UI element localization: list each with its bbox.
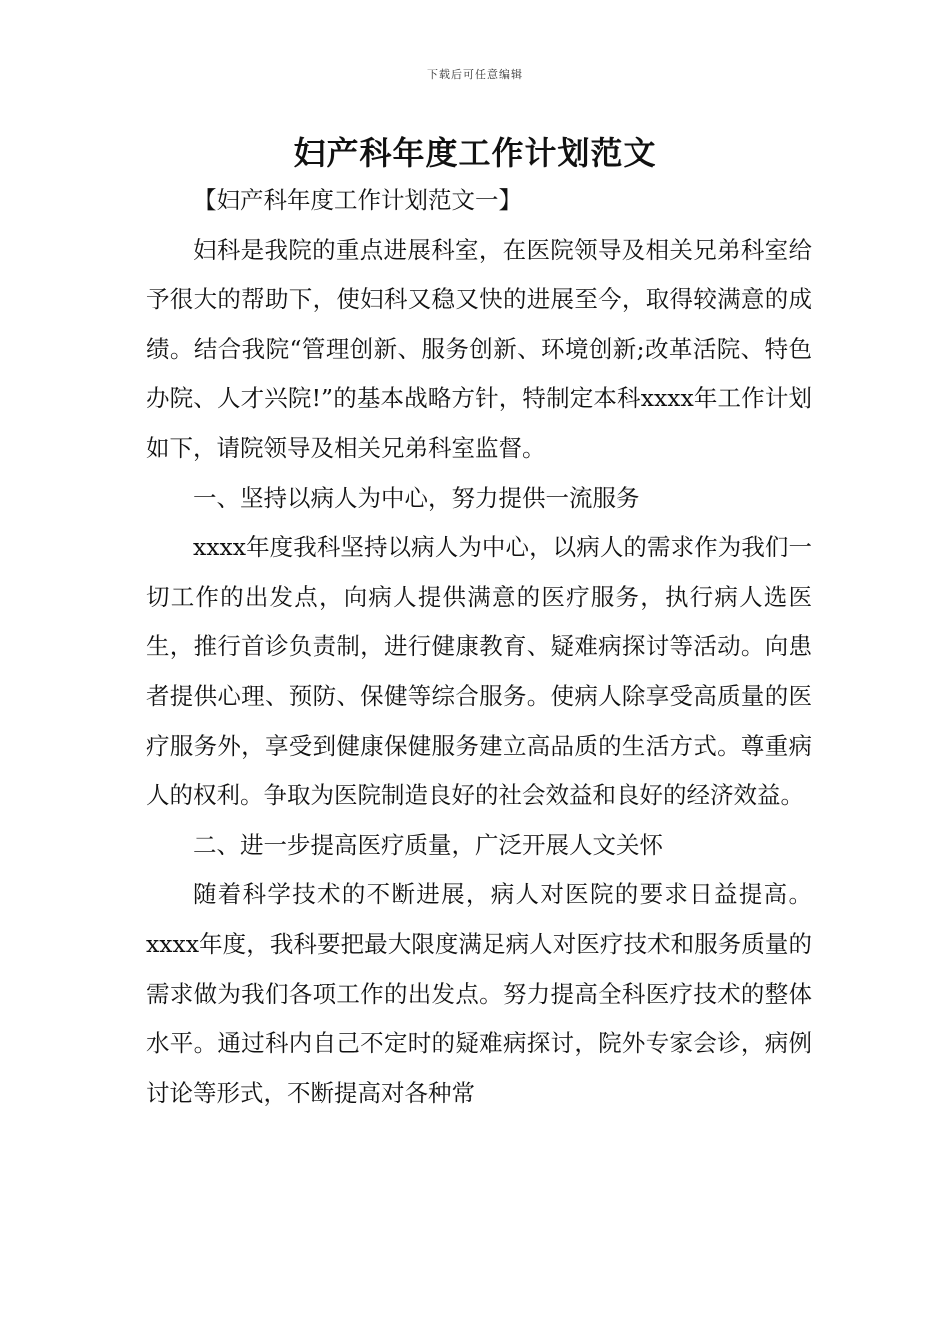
header-note: 下载后可任意编辑 bbox=[427, 68, 523, 81]
paragraph-1: xxxx年度我科坚持以病人为中心，以病人的需求作为我们一切工作的出发点，向病人提供满意的医疗服务，执行病人选医生，推行首诊负责制，进行健康教育、疑难病探讨等活动。向患者提供心理、预防、保健等综合服务。使病人除享受高质量的医疗服务外，享受到健康保健服务建立高品质的生活方式。尊重病人的权利。争取为医院制造良好的社会效益和良好的经济效益。 bbox=[146, 533, 812, 810]
heading-2: 二、进一步提高医疗质量，广泛开展人文关怀 bbox=[193, 830, 663, 859]
document-title: 妇产科年度工作计划范文 bbox=[293, 134, 657, 172]
paragraph-intro: 妇科是我院的重点进展科室，在医院领导及相关兄弟科室给予很大的帮助下，使妇科又稳又快的进展至今，取得较满意的成绩。结合我院“管理创新、服务创新、环境创新;改革活院、特色办院、人才兴院!”的基本战略方针，特制定本科xxxx年工作计划如下，请院领导及相关兄弟科室监督。 bbox=[146, 235, 812, 462]
heading-1: 一、坚持以病人为中心，努力提供一流服务 bbox=[193, 483, 640, 512]
document-body bbox=[146, 176, 812, 1118]
section-label: 【妇产科年度工作计划范文一】 bbox=[193, 186, 522, 214]
paragraph-2: 随着科学技术的不断进展，病人对医院的要求日益提高。xxxx年度，我科要把最大限度满足病人对医疗技术和服务质量的需求做为我们各项工作的出发点。努力提高全科医疗技术的整体水平。通过科内自己不定时的疑难病探讨，院外专家会诊，病例讨论等形式，不断提高对各种常 bbox=[146, 880, 812, 1107]
